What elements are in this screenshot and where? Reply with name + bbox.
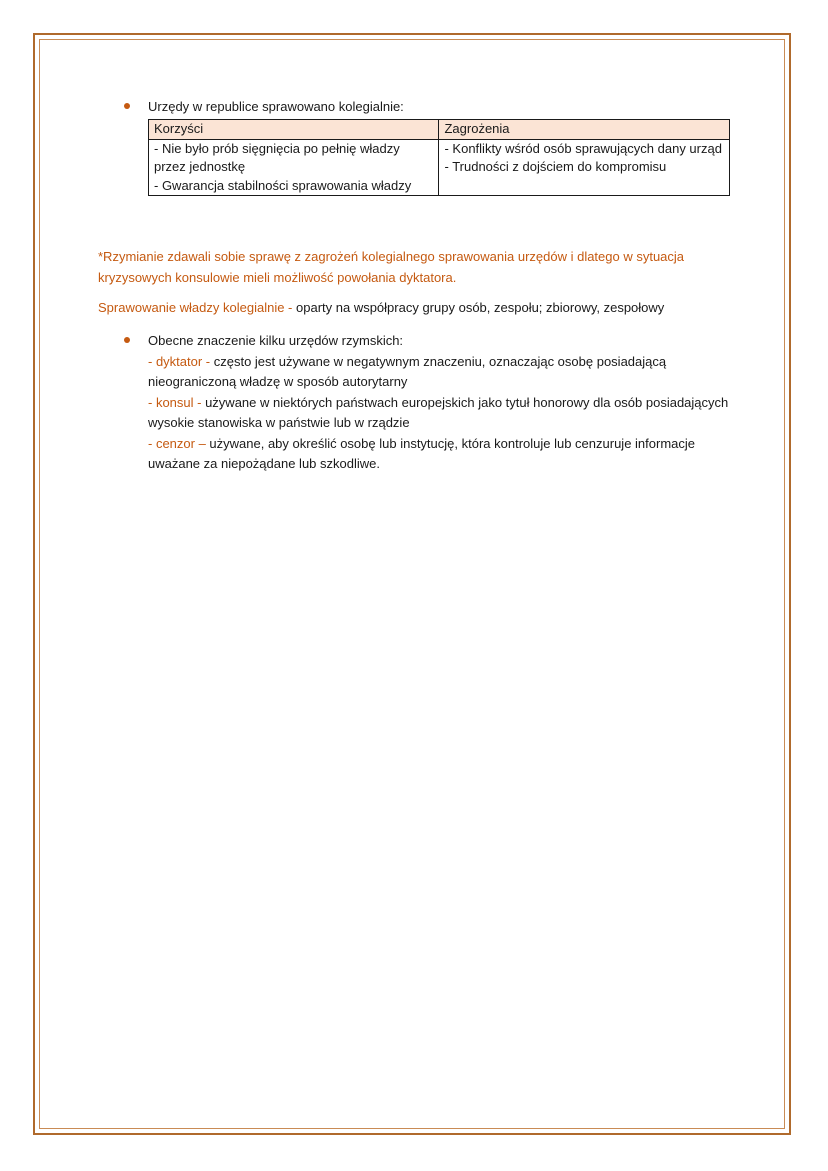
office-meaning: używane, aby określić osobę lub instytucję, która kontroluje lub cenzuruje informacje uważane za niepożądane lub szkodliwe. bbox=[148, 435, 696, 471]
benefit-item: - Nie było prób sięgnięcia po pełnię władzy przez jednostkę bbox=[154, 140, 400, 174]
definition-term: Sprawowanie władzy kolegialnie - bbox=[98, 300, 293, 315]
definition-paragraph bbox=[98, 298, 738, 317]
table-header-row bbox=[149, 120, 730, 140]
office-meaning: używane w niektórych państwach europejskich jako tytuł honorowy dla osób posiadających wysokie stanowiska w państwie lub w rządzie bbox=[148, 394, 729, 430]
table-header-threats: Zagrożenia bbox=[439, 120, 730, 140]
list-item bbox=[148, 393, 738, 434]
bullet-icon bbox=[124, 337, 130, 343]
definition-text: oparty na współpracy grupy osób, zespołu; zbiorowy, zespołowy bbox=[292, 300, 665, 315]
table-header-benefits: Korzyści bbox=[149, 120, 439, 140]
list-item bbox=[148, 352, 738, 393]
bullet-icon bbox=[124, 103, 130, 109]
office-term: - dyktator - bbox=[148, 353, 211, 369]
table-cell-threats bbox=[439, 139, 730, 196]
section2-bullet-text: Obecne znaczenie kilku urzędów rzymskich: bbox=[148, 333, 404, 348]
section1-bullet-text: Urzędy w republice sprawowano kolegialnie: bbox=[148, 99, 404, 114]
benefit-item: - Gwarancja stabilności sprawowania władzy bbox=[154, 177, 412, 193]
list-item bbox=[148, 434, 738, 475]
threat-item: - Konflikty wśród osób sprawujących dany urząd bbox=[444, 140, 722, 156]
note-paragraph: *Rzymianie zdawali sobie sprawę z zagrożeń kolegialnego sprawowania urzędów i dlatego w sytuacja kryzysowych konsulowie mieli możliwość powołania dyktatora. bbox=[98, 249, 685, 285]
office-term: - cenzor – bbox=[148, 435, 206, 451]
section2-list bbox=[148, 331, 738, 475]
office-term: - konsul - bbox=[148, 394, 202, 410]
table-cell-benefits bbox=[149, 139, 439, 196]
comparison-table bbox=[148, 119, 730, 196]
office-meaning: często jest używane w negatywnym znaczeniu, oznaczając osobę posiadającą nieograniczoną władzę w sposób autorytarny bbox=[148, 353, 667, 389]
table-row bbox=[149, 139, 730, 196]
threat-item: - Trudności z dojściem do kompromisu bbox=[444, 159, 667, 174]
